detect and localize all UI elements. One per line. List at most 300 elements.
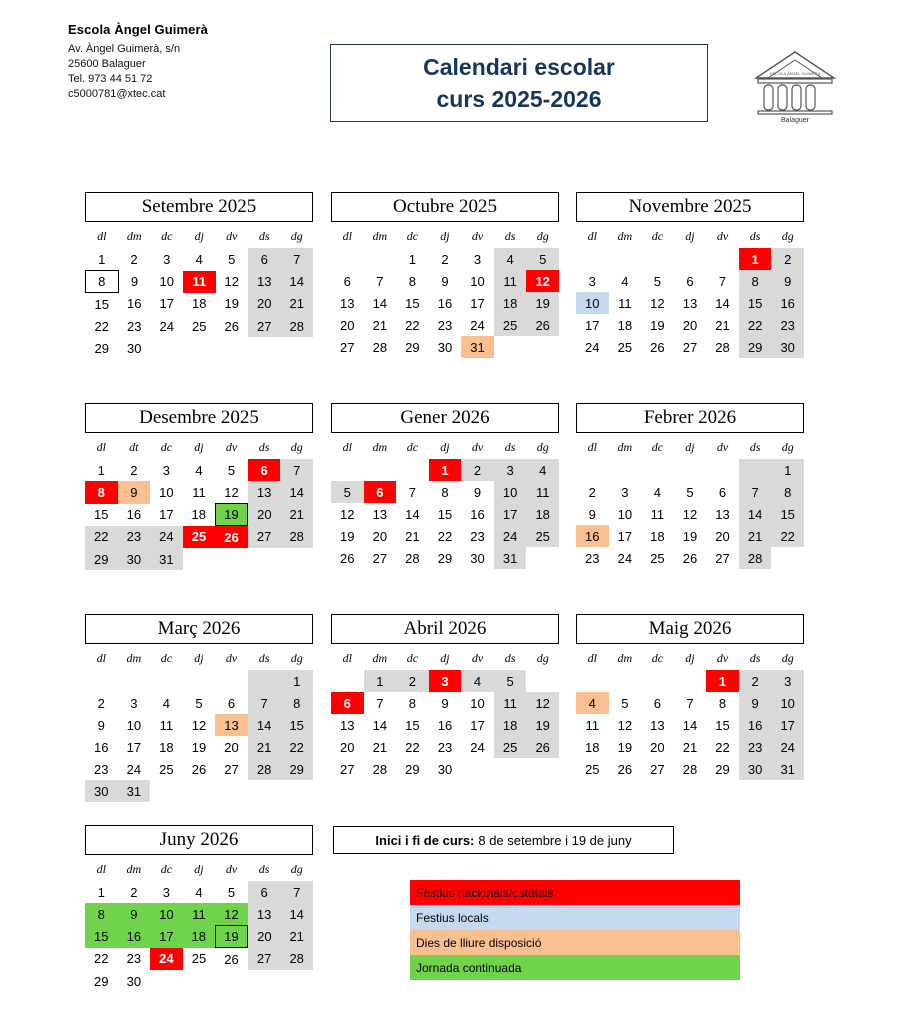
week-row	[85, 459, 313, 481]
day-cell: 6	[718, 484, 727, 500]
day-cell: 7	[686, 695, 694, 711]
weekday-header: dc	[651, 651, 664, 665]
week-row	[331, 292, 559, 314]
week-row	[331, 336, 559, 358]
day-cell: 22	[94, 951, 109, 967]
day-cell: 26	[224, 951, 239, 967]
day-cell: 3	[163, 251, 171, 267]
day-cell: 19	[215, 504, 248, 526]
day-cell: 16	[437, 295, 453, 311]
day-cell: 22	[715, 739, 730, 755]
empty-cell	[526, 758, 559, 780]
day-cell: 25	[494, 314, 527, 336]
day-cell: 19	[650, 317, 665, 333]
day-cell: 15	[405, 717, 420, 733]
day-cell: 4	[162, 695, 171, 711]
week-row	[331, 525, 559, 547]
day-cell: 27	[248, 526, 281, 549]
week-row	[85, 903, 313, 926]
weekday-header-row	[331, 226, 559, 248]
weekday-header: dv	[225, 440, 238, 454]
day-cell: 27	[715, 550, 730, 566]
day-cell: 28	[372, 339, 388, 355]
day-cell: 23	[437, 739, 453, 755]
weekday-header: dv	[471, 651, 484, 665]
day-cell: 24	[150, 526, 183, 549]
day-cell: 1	[280, 670, 313, 692]
day-cell: 3	[162, 884, 171, 900]
empty-cell	[280, 548, 313, 570]
day-cell: 7	[248, 692, 281, 714]
day-cell: 26	[215, 526, 248, 549]
day-cell: 19	[340, 528, 355, 544]
week-row	[331, 481, 559, 503]
day-cell: 10	[159, 484, 174, 500]
weekday-header: dl	[96, 440, 106, 454]
day-cell: 9	[118, 481, 151, 504]
week-row	[85, 736, 313, 758]
day-cell: 19	[191, 739, 207, 755]
empty-cell	[150, 970, 183, 992]
school-address: Av. Àngel Guimerà, s/n	[68, 43, 181, 55]
month-table	[576, 648, 804, 780]
legend-label: Jornada continuada	[416, 960, 522, 975]
day-cell: 18	[192, 296, 207, 312]
day-cell: 27	[372, 550, 388, 566]
day-cell: 13	[715, 506, 730, 522]
empty-cell	[215, 670, 248, 692]
empty-cell	[331, 248, 364, 270]
weekday-header: ds	[749, 651, 761, 665]
day-cell: 15	[405, 295, 420, 311]
day-cell: 26	[682, 550, 698, 566]
day-cell: 12	[340, 506, 355, 522]
empty-cell	[248, 670, 281, 692]
empty-cell	[494, 336, 527, 358]
month-title: Juny 2026	[85, 825, 313, 855]
day-cell: 11	[494, 270, 527, 292]
empty-cell	[183, 337, 216, 359]
day-cell: 4	[526, 459, 559, 481]
day-cell: 24	[585, 339, 600, 355]
day-cell: 28	[280, 948, 313, 971]
week-row	[85, 526, 313, 549]
day-cell: 14	[372, 717, 388, 733]
week-row	[86, 315, 314, 337]
day-cell: 5	[331, 481, 364, 503]
day-cell: 4	[195, 462, 203, 478]
day-cell: 14	[739, 503, 772, 525]
legend-label: Dies de lliure disposició	[416, 935, 542, 950]
day-cell: 10	[771, 692, 804, 714]
day-cell: 31	[118, 780, 151, 802]
week-row	[331, 248, 559, 270]
week-row	[85, 714, 313, 736]
weekday-header: dv	[226, 229, 238, 243]
empty-cell	[118, 670, 151, 692]
day-cell: 3	[130, 695, 138, 711]
month-febrer-2026	[576, 403, 804, 569]
day-cell: 5	[621, 695, 629, 711]
week-row	[331, 736, 559, 758]
day-cell: 13	[248, 903, 281, 926]
day-cell: 15	[280, 714, 313, 736]
day-cell: 23	[118, 526, 151, 549]
day-cell: 28	[682, 761, 698, 777]
week-row	[331, 547, 559, 569]
week-row	[576, 547, 804, 569]
weekday-header: dc	[160, 862, 173, 876]
week-row	[576, 459, 804, 481]
month-maig-2026	[576, 614, 804, 780]
weekday-header: dc	[161, 229, 173, 243]
day-cell: 1	[739, 248, 772, 270]
week-row	[576, 292, 804, 314]
day-cell: 9	[473, 484, 482, 500]
title-line-2: curs 2025-2026	[436, 86, 602, 112]
day-cell: 29	[94, 973, 109, 989]
day-cell: 1	[706, 670, 739, 692]
svg-text:Balaguer: Balaguer	[780, 117, 810, 124]
weekday-header: dm	[617, 651, 633, 665]
weekday-header: dv	[716, 440, 729, 454]
day-cell: 9	[130, 274, 139, 289]
day-cell: 8	[85, 481, 118, 504]
day-cell: 17	[470, 295, 485, 311]
day-cell: 2	[396, 670, 429, 692]
school-email: c5000781@xtec.cat	[68, 88, 166, 100]
day-cell: 22	[94, 318, 109, 334]
day-cell: 6	[331, 692, 364, 714]
inici-value: 8 de setembre i 19 de juny	[478, 832, 632, 848]
day-cell: 2	[130, 884, 138, 900]
day-cell: 24	[470, 739, 485, 755]
day-cell: 31	[461, 336, 494, 358]
day-cell: 3	[162, 462, 171, 478]
month-desembre-2025	[85, 403, 313, 570]
month-octubre-2025	[331, 192, 559, 358]
day-cell: 7	[376, 273, 384, 289]
empty-cell	[609, 248, 642, 270]
empty-cell	[674, 248, 707, 270]
day-cell: 24	[494, 525, 527, 547]
day-cell: 11	[183, 271, 216, 293]
day-cell: 20	[682, 317, 698, 333]
week-row	[576, 670, 804, 692]
empty-cell	[526, 670, 559, 692]
day-cell: 12	[682, 506, 698, 522]
day-cell: 24	[126, 761, 142, 777]
day-cell: 24	[470, 317, 485, 333]
empty-cell	[739, 459, 772, 481]
day-cell: 8	[771, 481, 804, 503]
day-cell: 12	[224, 274, 239, 289]
day-cell: 28	[281, 315, 314, 337]
weekday-header: dj	[194, 862, 204, 876]
week-row	[576, 481, 804, 503]
empty-cell	[248, 780, 281, 802]
week-row	[576, 314, 804, 336]
day-cell: 11	[585, 717, 600, 733]
day-cell: 30	[127, 340, 142, 356]
day-cell: 14	[248, 714, 281, 736]
empty-cell	[248, 548, 281, 570]
day-cell: 15	[94, 296, 109, 312]
day-cell: 28	[280, 526, 313, 549]
weekday-header: dj	[440, 229, 450, 243]
day-cell: 18	[585, 739, 600, 755]
weekday-header-row	[85, 648, 313, 670]
weekday-header: dg	[290, 862, 303, 876]
day-cell: 1	[97, 462, 105, 478]
day-cell: 22	[771, 525, 804, 547]
day-cell: 18	[650, 528, 665, 544]
empty-cell	[248, 970, 281, 992]
day-cell: 26	[526, 736, 559, 758]
day-cell: 28	[372, 761, 388, 777]
week-row	[85, 926, 313, 948]
day-cell: 3	[494, 459, 527, 481]
day-cell: 7	[280, 881, 313, 903]
day-cell: 10	[617, 506, 633, 522]
day-cell: 13	[340, 295, 355, 311]
day-cell: 9	[771, 270, 804, 292]
month-table	[576, 437, 804, 569]
day-cell: 29	[437, 550, 453, 566]
weekday-header: dg	[290, 651, 303, 665]
day-cell: 20	[650, 739, 665, 755]
weekday-header: dl	[97, 229, 107, 243]
month-title: Novembre 2025	[576, 192, 804, 222]
month-title: Març 2026	[85, 614, 313, 644]
day-cell: 13	[650, 717, 665, 733]
empty-cell	[609, 670, 642, 692]
week-row	[85, 504, 313, 526]
weekday-header-row	[576, 226, 804, 248]
weekday-header: ds	[749, 229, 761, 243]
day-cell: 3	[429, 670, 462, 692]
day-cell: 14	[280, 481, 313, 504]
day-cell: 25	[494, 736, 527, 758]
weekday-header: dl	[587, 651, 597, 665]
day-cell: 29	[85, 548, 118, 570]
weekday-header: dm	[372, 440, 388, 454]
day-cell: 3	[621, 484, 629, 500]
weekday-header: dj	[194, 440, 204, 454]
day-cell: 4	[195, 884, 203, 900]
day-cell: 30	[437, 339, 453, 355]
day-cell: 14	[405, 506, 420, 522]
weekday-header-row	[85, 437, 313, 459]
day-cell: 20	[340, 739, 355, 755]
day-cell: 25	[650, 550, 665, 566]
day-cell: 30	[771, 336, 804, 358]
empty-cell	[364, 248, 397, 270]
day-cell: 17	[771, 714, 804, 736]
weekday-header: dv	[471, 440, 484, 454]
day-cell: 11	[192, 484, 206, 500]
day-cell: 6	[248, 248, 281, 271]
day-cell: 1	[364, 670, 397, 692]
day-cell: 7	[376, 695, 384, 711]
empty-cell	[331, 459, 364, 481]
weekday-header: dv	[225, 862, 238, 876]
day-cell: 2	[461, 459, 494, 481]
day-cell: 17	[150, 926, 183, 948]
week-row	[331, 692, 559, 714]
day-cell: 2	[130, 462, 138, 478]
day-cell: 16	[771, 292, 804, 314]
day-cell: 17	[617, 528, 633, 544]
day-cell: 12	[526, 692, 559, 714]
day-cell: 29	[94, 340, 109, 356]
weekday-header: dv	[225, 651, 238, 665]
day-cell: 28	[739, 547, 772, 569]
weekday-header: dc	[651, 229, 664, 243]
day-cell: 23	[437, 317, 453, 333]
day-cell: 23	[771, 314, 804, 336]
month-table	[85, 226, 313, 359]
school-phone: Tel. 973 44 51 72	[68, 73, 153, 85]
weekday-header-row	[576, 648, 804, 670]
empty-cell	[526, 547, 559, 569]
day-cell: 15	[715, 717, 730, 733]
weekday-header: dg	[536, 229, 549, 243]
day-cell: 19	[526, 292, 559, 314]
svg-text:ESCOLA ÀNGEL GUIMERÀ: ESCOLA ÀNGEL GUIMERÀ	[769, 71, 821, 76]
day-cell: 16	[118, 926, 151, 948]
weekday-header: dv	[471, 229, 484, 243]
day-cell: 2	[130, 251, 138, 267]
weekday-header: dj	[685, 229, 695, 243]
day-cell: 4	[195, 251, 203, 267]
weekday-header: dc	[406, 440, 419, 454]
day-cell: 21	[682, 739, 698, 755]
day-cell: 3	[473, 251, 482, 267]
month-table	[85, 648, 313, 802]
week-row	[576, 270, 804, 292]
weekday-header: dc	[160, 651, 173, 665]
day-cell: 15	[771, 503, 804, 525]
empty-cell	[183, 548, 216, 570]
day-cell: 16	[94, 739, 109, 755]
day-cell: 21	[280, 504, 313, 526]
weekday-header: dl	[587, 440, 597, 454]
day-cell: 16	[127, 296, 142, 312]
weekday-header: dc	[406, 651, 419, 665]
day-cell: 23	[94, 761, 109, 777]
week-row	[85, 970, 313, 992]
month-table	[331, 648, 559, 780]
empty-cell	[280, 780, 313, 802]
day-cell: 15	[85, 926, 118, 948]
day-cell: 16	[437, 717, 453, 733]
day-cell: 29	[715, 761, 730, 777]
day-cell: 25	[183, 526, 216, 549]
weekday-header-row	[331, 648, 559, 670]
day-cell: 19	[526, 714, 559, 736]
day-cell: 18	[526, 503, 559, 525]
day-cell: 27	[248, 315, 281, 337]
day-cell: 18	[494, 714, 527, 736]
day-cell: 17	[494, 503, 527, 525]
day-cell: 28	[405, 550, 420, 566]
day-cell: 28	[715, 339, 730, 355]
day-cell: 10	[126, 717, 142, 733]
day-cell: 21	[281, 293, 314, 316]
weekday-header: dg	[290, 229, 303, 243]
day-cell: 30	[118, 548, 151, 570]
week-row	[576, 248, 804, 270]
day-cell: 16	[576, 525, 609, 547]
day-cell: 11	[650, 506, 665, 522]
day-cell: 24	[771, 736, 804, 758]
empty-cell	[706, 248, 739, 270]
day-cell: 9	[441, 695, 449, 711]
day-cell: 12	[224, 484, 239, 500]
day-cell: 8	[85, 903, 118, 926]
day-cell: 1	[771, 459, 804, 481]
week-row	[331, 459, 559, 481]
day-cell: 11	[159, 717, 174, 733]
weekday-header: ds	[258, 862, 270, 876]
weekday-header: dg	[290, 440, 303, 454]
day-cell: 1	[408, 251, 417, 267]
day-cell: 29	[280, 758, 313, 780]
day-cell: 13	[372, 506, 388, 522]
day-cell: 6	[364, 481, 397, 503]
week-row	[85, 548, 313, 570]
day-cell: 4	[653, 484, 662, 500]
day-cell: 17	[126, 739, 142, 755]
week-row	[331, 270, 559, 292]
legend-row	[410, 880, 740, 905]
week-row	[331, 670, 559, 692]
day-cell: 2	[739, 670, 772, 692]
day-cell: 7	[718, 273, 727, 289]
day-cell: 8	[86, 271, 119, 293]
weekday-header: dc	[160, 440, 173, 454]
week-row	[331, 314, 559, 336]
day-cell: 8	[280, 692, 313, 714]
weekday-header: dl	[96, 651, 106, 665]
day-cell: 19	[215, 926, 248, 948]
week-row	[576, 692, 804, 714]
weekday-header: dj	[685, 440, 695, 454]
day-cell: 16	[126, 507, 142, 522]
day-cell: 22	[405, 739, 420, 755]
day-cell: 6	[343, 273, 351, 289]
empty-cell	[609, 459, 642, 481]
empty-cell	[150, 780, 183, 802]
empty-cell	[85, 670, 118, 692]
day-cell: 26	[617, 761, 633, 777]
weekday-header: dm	[126, 229, 142, 243]
day-cell: 22	[280, 736, 313, 758]
day-cell: 11	[183, 903, 216, 926]
day-cell: 19	[617, 739, 633, 755]
weekday-header: dm	[617, 440, 633, 454]
day-cell: 15	[94, 507, 109, 522]
day-cell: 10	[470, 695, 485, 711]
week-row	[85, 881, 313, 903]
empty-cell	[281, 337, 314, 359]
empty-cell	[576, 670, 609, 692]
day-cell: 18	[617, 317, 633, 333]
week-row	[331, 758, 559, 780]
day-cell: 21	[248, 736, 281, 758]
day-cell: 9	[97, 717, 105, 733]
